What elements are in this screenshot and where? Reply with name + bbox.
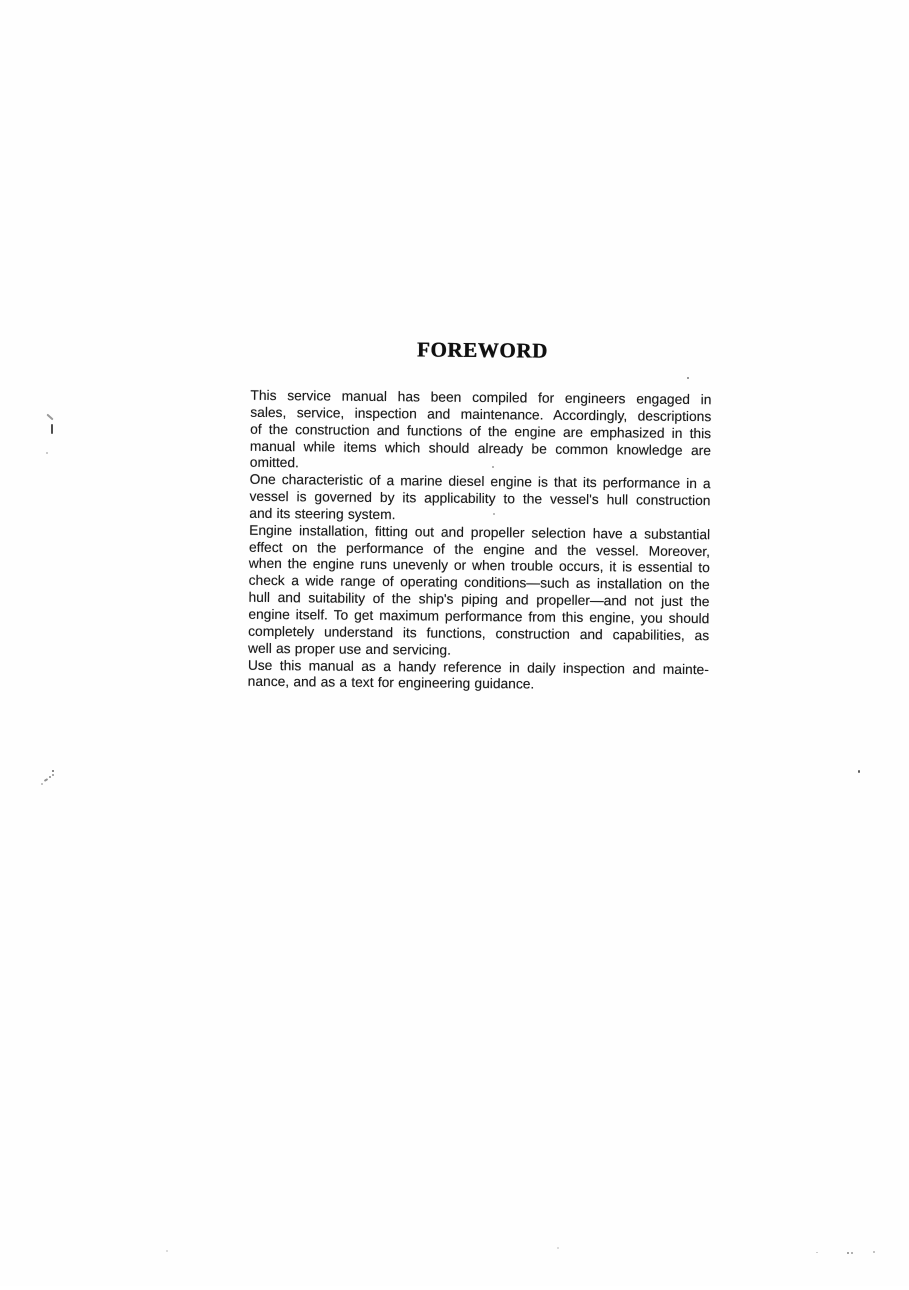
scan-speck [52, 774, 54, 776]
scan-speck [858, 770, 860, 773]
scan-speck [52, 770, 54, 772]
scan-speck [816, 1252, 818, 1253]
scan-speck [41, 783, 43, 785]
text-line: check a wide range of operating conditions—such as installation on the [248, 573, 710, 593]
text-line: and its steering system. [249, 505, 396, 523]
page-title: FOREWORD [416, 337, 548, 363]
scan-speck [873, 1251, 875, 1253]
text-line: of the construction and functions of the engine are emphasized in this [250, 421, 712, 441]
text-line: nance, and as a text for engineering guidance. [247, 674, 535, 692]
text-line: Engine installation, fitting out and propeller selection have a substantial [249, 522, 711, 542]
foreword-text [248, 388, 712, 696]
paragraph [248, 657, 709, 695]
text-line: vessel is governed by its applicability to the vessel's hull construction [249, 488, 711, 509]
paragraph [250, 388, 712, 477]
text-line: manual while items which should already be common knowledge are [249, 438, 712, 458]
text-line: omitted. [249, 455, 299, 471]
text-line: sales, service, inspection and maintenance. Accordingly, descriptions [250, 404, 712, 425]
text-line: hull and suitability of the ship's piping and propeller—and not just the [248, 589, 710, 610]
paragraph [248, 523, 710, 662]
text-line: One characteristic of a marine diesel engine is that its performance in a [249, 471, 711, 492]
scan-speck [493, 513, 495, 515]
scan-speck [557, 1247, 559, 1249]
text-line: well as proper use and servicing. [247, 640, 452, 658]
text-line: effect on the performance of the engine and the vessel. Moreover, [248, 539, 711, 559]
text-line: Use this manual as a handy reference in daily inspection and mainte- [247, 657, 709, 677]
scan-speck [166, 1250, 168, 1252]
text-line: This service manual has been compiled for engineers engaged in [250, 387, 712, 408]
scan-speck [847, 1252, 849, 1254]
scan-speck [49, 776, 51, 778]
scan-speck [492, 466, 494, 468]
paragraph [249, 472, 710, 527]
text-line: completely understand its functions, construction and capabilities, as [248, 623, 710, 643]
scan-speck [687, 377, 689, 379]
text-line: when the engine runs unevenly or when trouble occurs, it is essential to [248, 556, 710, 576]
scan-speck [851, 1252, 853, 1254]
text-line: engine itself. To get maximum performance from this engine, you should [248, 606, 710, 627]
scan-speck [51, 424, 53, 434]
scan-speck [46, 452, 48, 454]
